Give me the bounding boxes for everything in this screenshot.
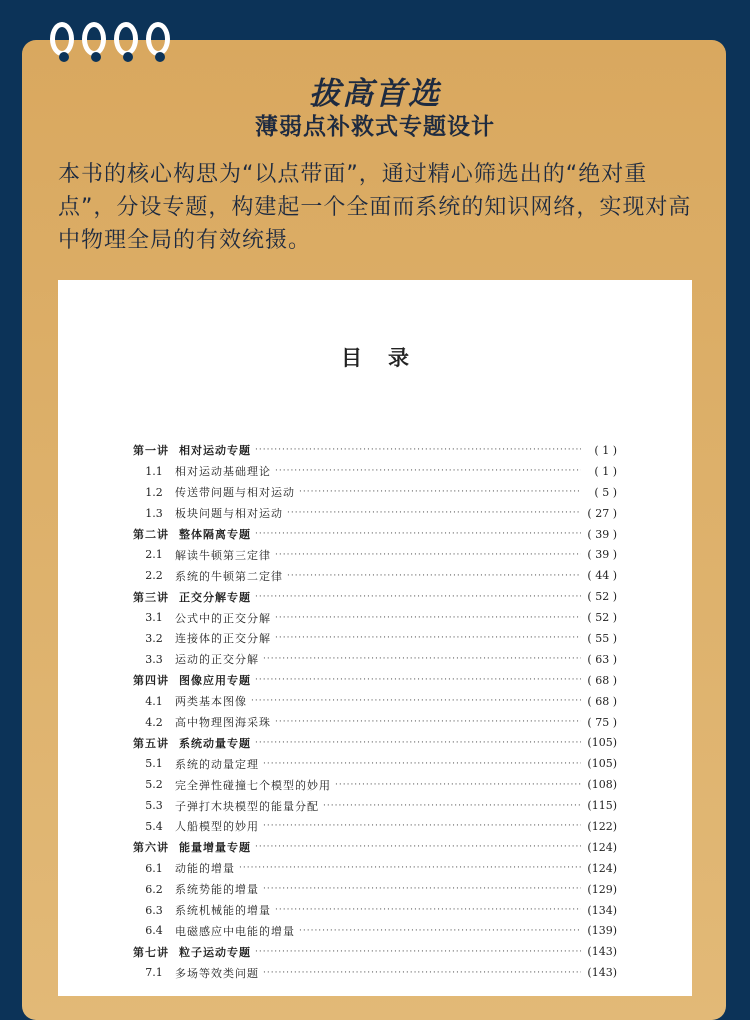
toc-entry-label: 完全弹性碰撞七个模型的妙用 (175, 778, 331, 792)
toc-chapter-row[interactable] (133, 440, 617, 461)
toc-section-row[interactable] (133, 712, 617, 733)
headline: 拔高首选 (309, 76, 441, 112)
toc-entry-page: (143) (587, 966, 617, 980)
toc-entry-label: 能量增量专题 (179, 841, 251, 855)
toc-entry-label: 系统的动量定理 (175, 757, 259, 771)
toc-leader-dots (275, 717, 581, 727)
toc-entry-number: 第二讲 (133, 528, 169, 541)
toc-leader-dots (263, 821, 581, 831)
toc-entry-label: 正交分解专题 (179, 590, 251, 604)
toc-title: 目录 (341, 345, 435, 370)
binder-rings (50, 22, 180, 64)
toc-entry-page: ( 5 ) (594, 485, 617, 499)
toc-page (58, 280, 692, 996)
toc-leader-dots (275, 613, 581, 623)
toc-entry-number: 6.4 (145, 924, 163, 938)
toc-entry-label: 子弹打木块模型的能量分配 (175, 799, 319, 813)
binder-ring-icon (114, 22, 138, 56)
toc-chapter-row[interactable] (133, 524, 617, 545)
toc-entry-page: ( 75 ) (587, 715, 617, 729)
toc-entry-label: 系统动量专题 (179, 736, 251, 750)
binder-ring-icon (82, 22, 106, 56)
toc-section-row[interactable] (133, 816, 617, 837)
toc-leader-dots (323, 801, 581, 811)
toc-leader-dots (299, 487, 581, 497)
toc-entry-page: ( 27 ) (587, 506, 617, 520)
toc-chapter-row[interactable] (133, 732, 617, 753)
toc-leader-dots (263, 968, 581, 978)
toc-entry-number: 3.2 (145, 631, 163, 645)
toc-entry-page: ( 39 ) (587, 527, 617, 541)
toc-leader-dots (255, 842, 581, 852)
toc-leader-dots (275, 466, 581, 476)
toc-chapter-row[interactable] (133, 670, 617, 691)
toc-entry-page: (122) (587, 819, 617, 833)
toc-leader-dots (251, 696, 581, 706)
toc-entry-label: 系统的牛顿第二定律 (175, 569, 283, 583)
toc-entry-label: 高中物理图海采珠 (175, 716, 271, 730)
toc-entry-number: 3.1 (145, 611, 163, 625)
toc-entry-number: 第一讲 (133, 444, 169, 458)
toc-entry-number: 6.2 (145, 882, 163, 896)
toc-entry-page: (124) (587, 861, 617, 875)
toc-chapter-row[interactable] (133, 941, 617, 962)
toc-entry-label: 传送带问题与相对运动 (175, 486, 295, 500)
toc-entry-number: 第四讲 (133, 674, 169, 688)
toc-entry-page: (124) (587, 840, 617, 854)
toc-leader-dots (255, 445, 581, 455)
toc-entry-number: 5.2 (145, 778, 163, 792)
toc-entry-label: 解读牛顿第三定律 (175, 548, 271, 562)
toc-entry-page: (143) (587, 945, 617, 959)
toc-leader-dots (275, 905, 581, 915)
toc-entry-page: (139) (587, 924, 617, 938)
subheadline: 薄弱点补救式专题设计 (255, 114, 495, 140)
toc-entry-number: 4.2 (145, 715, 163, 729)
toc-entry-number: 6.1 (145, 861, 163, 875)
toc-entry-page: (115) (587, 799, 617, 813)
toc-entry-label: 板块问题与相对运动 (175, 507, 283, 521)
toc-entry-page: ( 63 ) (587, 652, 617, 666)
toc-entry-number: 第三讲 (133, 590, 169, 604)
toc-leader-dots (275, 550, 581, 560)
toc-section-row[interactable] (133, 962, 617, 983)
toc-leader-dots (255, 675, 581, 685)
toc-section-row[interactable] (133, 503, 617, 524)
toc-entry-page: ( 1 ) (594, 443, 617, 457)
toc-leader-dots (239, 863, 581, 873)
toc-section-row[interactable] (133, 565, 617, 586)
toc-section-row[interactable] (133, 482, 617, 503)
toc-leader-dots (255, 592, 581, 602)
toc-section-row[interactable] (133, 461, 617, 482)
toc-entry-number: 7.1 (145, 966, 163, 980)
toc-leader-dots (255, 738, 581, 748)
toc-leader-dots (287, 571, 581, 581)
toc-entry-label: 相对运动专题 (179, 444, 251, 458)
toc-entry-label: 系统机械能的增量 (175, 904, 271, 918)
toc-section-row[interactable] (133, 795, 617, 816)
toc-entry-number: 5.1 (145, 757, 163, 771)
toc-section-row[interactable] (133, 649, 617, 670)
toc-entry-label: 连接体的正交分解 (175, 632, 271, 646)
toc-entry-page: (108) (587, 778, 617, 792)
toc-section-row[interactable] (133, 920, 617, 941)
toc-entry-label: 动能的增量 (175, 862, 235, 876)
toc-chapter-row[interactable] (133, 837, 617, 858)
toc-entry-label: 电磁感应中电能的增量 (175, 924, 295, 938)
toc-leader-dots (275, 633, 581, 643)
toc-entry-number: 2.2 (145, 569, 163, 583)
toc-entry-label: 多场等效类问题 (175, 966, 259, 980)
toc-entry-label: 公式中的正交分解 (175, 611, 271, 625)
toc-entry-number: 1.2 (145, 485, 163, 499)
toc-entry-number: 6.3 (145, 903, 163, 917)
toc-entry-number: 5.4 (145, 819, 163, 833)
toc-leader-dots (255, 529, 581, 539)
toc-entry-page: ( 39 ) (587, 548, 617, 562)
toc-entry-page: ( 55 ) (587, 631, 617, 645)
toc-section-row[interactable] (133, 879, 617, 900)
binder-ring-icon (146, 22, 170, 56)
toc-entry-label: 人船模型的妙用 (175, 820, 259, 834)
toc-section-row[interactable] (133, 858, 617, 879)
toc-entry-label: 系统势能的增量 (175, 883, 259, 897)
toc-entry-page: ( 52 ) (587, 590, 617, 604)
toc-entry-page: ( 1 ) (594, 464, 617, 478)
toc-section-row[interactable] (133, 753, 617, 774)
toc-leader-dots (255, 947, 581, 957)
toc-chapter-row[interactable] (133, 586, 617, 607)
toc-section-row[interactable] (133, 774, 617, 795)
toc-list (133, 440, 617, 983)
toc-entry-page: (134) (587, 903, 617, 917)
toc-entry-number: 第五讲 (133, 736, 169, 750)
toc-entry-number: 5.3 (145, 799, 163, 813)
toc-entry-page: (105) (587, 736, 617, 750)
toc-entry-page: ( 68 ) (587, 673, 617, 687)
toc-entry-label: 两类基本图像 (175, 695, 247, 709)
toc-leader-dots (287, 508, 581, 518)
toc-entry-number: 第七讲 (133, 945, 169, 959)
toc-leader-dots (263, 884, 581, 894)
toc-entry-number: 第六讲 (133, 841, 169, 855)
toc-entry-page: ( 44 ) (587, 569, 617, 583)
toc-section-row[interactable] (133, 691, 617, 712)
toc-entry-label: 运动的正交分解 (175, 653, 259, 667)
toc-entry-label: 粒子运动专题 (179, 945, 251, 959)
toc-entry-number: 2.1 (145, 548, 163, 562)
toc-entry-number: 3.3 (145, 652, 163, 666)
toc-entry-page: (105) (587, 757, 617, 771)
toc-section-row[interactable] (133, 544, 617, 565)
toc-leader-dots (263, 759, 581, 769)
toc-entry-label: 图像应用专题 (179, 674, 251, 688)
toc-entry-page: ( 68 ) (587, 694, 617, 708)
toc-entry-number: 1.1 (145, 464, 163, 478)
toc-entry-number: 4.1 (145, 694, 163, 708)
toc-leader-dots (299, 926, 581, 936)
toc-leader-dots (263, 654, 581, 664)
toc-leader-dots (335, 780, 581, 790)
intro-text: 本书的核心构思为“以点带面”，通过精心筛选出的“绝对重点”，分设专题，构建起一个全面而系统的知识网络，实现对高中物理全局的有效统摄。 (58, 162, 692, 253)
toc-section-row[interactable] (133, 900, 617, 921)
binder-ring-icon (50, 22, 74, 56)
toc-entry-label: 整体隔离专题 (179, 528, 251, 541)
toc-entry-page: (129) (587, 882, 617, 896)
toc-entry-number: 1.3 (145, 506, 163, 520)
toc-entry-page: ( 52 ) (587, 611, 617, 625)
toc-section-row[interactable] (133, 628, 617, 649)
toc-section-row[interactable] (133, 607, 617, 628)
toc-entry-label: 相对运动基础理论 (175, 465, 271, 479)
